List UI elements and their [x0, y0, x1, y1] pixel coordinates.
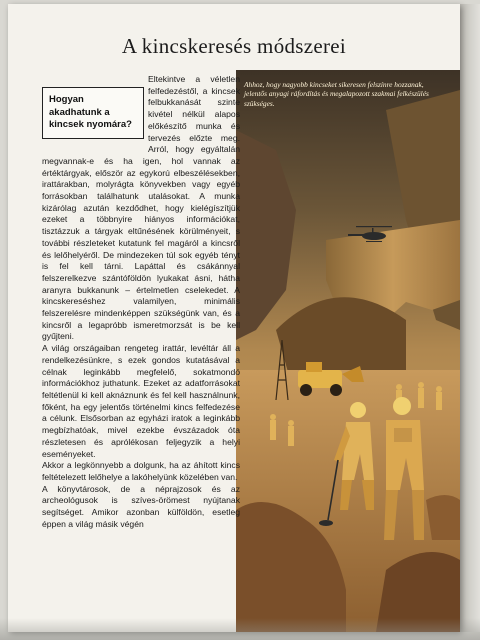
- illustration-caption: Ahhoz, hogy nagyobb kincseket sikeresen felszínre hozzanak, jelentős anyagi ráfordítás és megalapozott szakmai felkészülés szükséges.: [244, 80, 429, 108]
- photo-bottom-shadow: [0, 618, 480, 640]
- book-page: [8, 4, 460, 632]
- paragraph-1-text: Eltekintve a véletlen felfedezéstől, a kincsek felbukkanását szinte kivétel nélkül alapos előkészítő munka és tervezés előzte meg. Arról, hogy egyáltalán megvannak-e és ha igen, hol vannak az értéktárgyak, először az egykorú elbeszélésekben, irattárakban, molyrágta könyvekben vagy egyéb forrásokban találhatunk utalásokat. A munka kizárólag azután kezdődhet, hogy kielégíszítjük ezeket a többnyire hiányos információkat, tisztázzuk a tárgyak eltűnésének körülményeit, s további részleteket kutatunk fel magáról a kincsről és lelőhelyéről. De mindezeken túl sok egyéb tényt is fel kell tárni. Lapáttal és csákánnyal felszerelkezve szántóföldön lyukakat ásni, hátha aranyra bukkanunk – értelmetlen cselekedet. A kincskereséshez valamilyen, minimális felszerelésre mindenképpen szükségünk van, és a kincsről a legapróbb ismeretmorzsát is be kell gyűjteni.: [42, 74, 240, 342]
- paragraph-4: A könyvtárosok, de a néprajzosok és az archeológusok is szíves-örömest nyújtanak segítséget. Amikor azonban külföldön, esetleg éppen a világ másik végén: [42, 483, 240, 529]
- article-body: [42, 74, 240, 530]
- question-sidebox: Hogyan akadhatunk a kincsek nyomára?: [42, 87, 144, 139]
- paragraph-1: [42, 74, 240, 343]
- treasure-excavation-illustration: [236, 70, 460, 632]
- paragraph-3: Akkor a legkönnyebb a dolgunk, ha az áhított kincs feltételezett lelőhelye a lakóhelyünk közelében van.: [42, 460, 240, 482]
- page-title: A kincskeresés módszerei: [121, 34, 347, 58]
- book-page-edge: [460, 4, 480, 632]
- paragraph-2: A világ országaiban rengeteg irattár, levéltár áll a rendelkezésünkre, s ezek gondos kutatásával a célnak leginkább megfelelő, sokatmondó információkhoz juthatunk. Ezeket az adatforrásokat feltétlenül ki kell aknáznunk és fel kell használnunk, főként, ha egy jelentős történelmi kincs felfedezése a célunk. Elsősorban az egyházi iratok a leginkább megbízhatóak, mivel ezekbe évszázadok óta részletesen és aprólékosan feljegyzik a helyi eseményeket.: [42, 343, 240, 459]
